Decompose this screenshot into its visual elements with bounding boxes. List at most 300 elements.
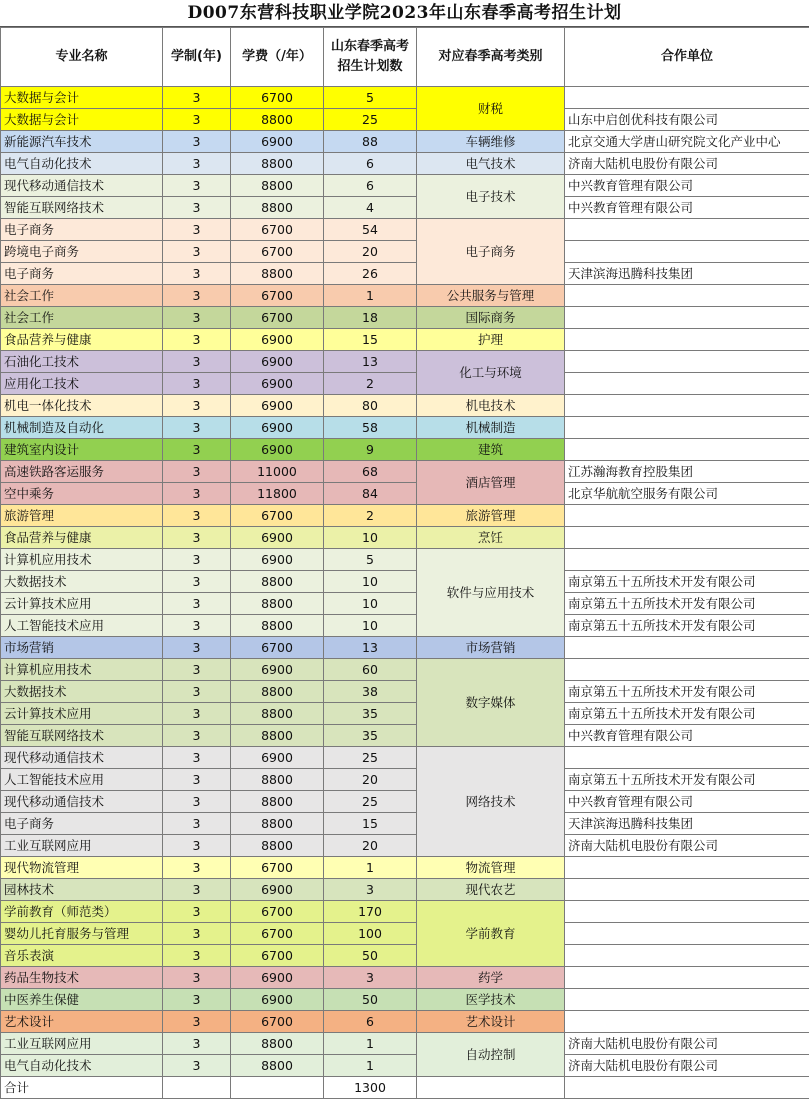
major-cell[interactable]: 新能源汽车技术: [1, 131, 163, 153]
fee-cell[interactable]: 6900: [231, 527, 324, 549]
years-cell[interactable]: 3: [163, 703, 231, 725]
fee-cell[interactable]: 6700: [231, 505, 324, 527]
plan-cell[interactable]: 2: [324, 373, 417, 395]
fee-cell[interactable]: 6900: [231, 549, 324, 571]
plan-cell[interactable]: 1: [324, 857, 417, 879]
table-row: [1, 439, 809, 461]
years-cell[interactable]: 3: [163, 131, 231, 153]
years-cell[interactable]: 3: [163, 593, 231, 615]
years-cell[interactable]: 3: [163, 219, 231, 241]
partner-cell[interactable]: 济南大陆机电股份有限公司: [565, 835, 809, 857]
fee-cell[interactable]: 6700: [231, 923, 324, 945]
major-cell[interactable]: 学前教育（师范类）: [1, 901, 163, 923]
major-cell[interactable]: 跨境电子商务: [1, 241, 163, 263]
major-cell[interactable]: 工业互联网应用: [1, 835, 163, 857]
major-cell[interactable]: 大数据技术: [1, 571, 163, 593]
partner-cell[interactable]: [565, 857, 809, 879]
partner-cell[interactable]: [565, 439, 809, 461]
table-row: [1, 417, 809, 439]
fee-cell[interactable]: 8800: [231, 109, 324, 131]
major-cell[interactable]: 婴幼儿托育服务与管理: [1, 923, 163, 945]
years-cell[interactable]: 3: [163, 857, 231, 879]
fee-cell[interactable]: 6900: [231, 989, 324, 1011]
table-row: [1, 967, 809, 989]
partner-cell[interactable]: 中兴教育管理有限公司: [565, 725, 809, 747]
years-cell[interactable]: 3: [163, 879, 231, 901]
years-cell[interactable]: 3: [163, 197, 231, 219]
plan-cell[interactable]: 50: [324, 945, 417, 967]
years-cell[interactable]: 3: [163, 989, 231, 1011]
major-cell[interactable]: 食品营养与健康: [1, 527, 163, 549]
plan-cell[interactable]: 35: [324, 725, 417, 747]
total-years-cell[interactable]: [163, 1077, 231, 1099]
major-cell[interactable]: 电子商务: [1, 219, 163, 241]
plan-cell[interactable]: 170: [324, 901, 417, 923]
years-cell[interactable]: 3: [163, 329, 231, 351]
major-cell[interactable]: 药品生物技术: [1, 967, 163, 989]
table-row: [1, 791, 809, 813]
partner-cell[interactable]: 南京第五十五所技术开发有限公司: [565, 571, 809, 593]
plan-cell[interactable]: 13: [324, 637, 417, 659]
years-cell[interactable]: 3: [163, 351, 231, 373]
partner-cell[interactable]: 天津滨海迅腾科技集团: [565, 263, 809, 285]
category-cell[interactable]: 烹饪: [417, 527, 565, 549]
table-row: [1, 615, 809, 637]
years-cell[interactable]: 3: [163, 241, 231, 263]
years-cell[interactable]: 3: [163, 725, 231, 747]
years-cell[interactable]: 3: [163, 87, 231, 109]
major-cell[interactable]: 大数据技术: [1, 681, 163, 703]
table-row: [1, 681, 809, 703]
plan-cell[interactable]: 6: [324, 175, 417, 197]
header-major: 专业名称: [1, 28, 163, 87]
partner-cell[interactable]: [565, 307, 809, 329]
plan-cell[interactable]: 25: [324, 747, 417, 769]
enrollment-table: [0, 27, 809, 1099]
total-plan-cell[interactable]: 1300: [324, 1077, 417, 1099]
table-row: [1, 901, 809, 923]
fee-cell[interactable]: 6900: [231, 329, 324, 351]
years-cell[interactable]: 3: [163, 1033, 231, 1055]
fee-cell[interactable]: 11800: [231, 483, 324, 505]
plan-cell[interactable]: 84: [324, 483, 417, 505]
major-cell[interactable]: 计算机应用技术: [1, 549, 163, 571]
major-cell[interactable]: 大数据与会计: [1, 87, 163, 109]
major-cell[interactable]: 艺术设计: [1, 1011, 163, 1033]
fee-cell[interactable]: 6900: [231, 659, 324, 681]
table-row: [1, 153, 809, 175]
plan-cell[interactable]: 100: [324, 923, 417, 945]
category-cell[interactable]: 财税: [417, 87, 565, 131]
fee-cell[interactable]: 8800: [231, 813, 324, 835]
table-row: [1, 329, 809, 351]
table-row: [1, 109, 809, 131]
partner-cell[interactable]: [565, 945, 809, 967]
major-cell[interactable]: 人工智能技术应用: [1, 769, 163, 791]
fee-cell[interactable]: 6700: [231, 285, 324, 307]
category-cell[interactable]: 机械制造: [417, 417, 565, 439]
years-cell[interactable]: 3: [163, 747, 231, 769]
plan-cell[interactable]: 54: [324, 219, 417, 241]
table-row: [1, 175, 809, 197]
major-cell[interactable]: 社会工作: [1, 285, 163, 307]
partner-cell[interactable]: [565, 373, 809, 395]
fee-cell[interactable]: 6700: [231, 219, 324, 241]
years-cell[interactable]: 3: [163, 527, 231, 549]
major-cell[interactable]: 智能互联网络技术: [1, 725, 163, 747]
major-cell[interactable]: 计算机应用技术: [1, 659, 163, 681]
fee-cell[interactable]: 8800: [231, 153, 324, 175]
major-cell[interactable]: 应用化工技术: [1, 373, 163, 395]
plan-cell[interactable]: 26: [324, 263, 417, 285]
header-plan-line2: 招生计划数: [324, 57, 416, 77]
major-cell[interactable]: 电气自动化技术: [1, 1055, 163, 1077]
years-cell[interactable]: 3: [163, 461, 231, 483]
table-row: [1, 989, 809, 1011]
partner-cell[interactable]: [565, 329, 809, 351]
plan-cell[interactable]: 88: [324, 131, 417, 153]
years-cell[interactable]: 3: [163, 659, 231, 681]
partner-cell[interactable]: [565, 659, 809, 681]
category-cell[interactable]: 医学技术: [417, 989, 565, 1011]
plan-cell[interactable]: 9: [324, 439, 417, 461]
plan-cell[interactable]: 80: [324, 395, 417, 417]
plan-cell[interactable]: 10: [324, 615, 417, 637]
fee-cell[interactable]: 6700: [231, 87, 324, 109]
plan-cell[interactable]: 10: [324, 527, 417, 549]
plan-cell[interactable]: 60: [324, 659, 417, 681]
category-cell[interactable]: 护理: [417, 329, 565, 351]
partner-cell[interactable]: [565, 989, 809, 1011]
major-cell[interactable]: 电气自动化技术: [1, 153, 163, 175]
plan-cell[interactable]: 13: [324, 351, 417, 373]
plan-cell[interactable]: 6: [324, 153, 417, 175]
years-cell[interactable]: 3: [163, 263, 231, 285]
years-cell[interactable]: 3: [163, 505, 231, 527]
major-cell[interactable]: 云计算技术应用: [1, 593, 163, 615]
partner-cell[interactable]: [565, 1011, 809, 1033]
major-cell[interactable]: 石油化工技术: [1, 351, 163, 373]
partner-cell[interactable]: [565, 241, 809, 263]
fee-cell[interactable]: 11000: [231, 461, 324, 483]
partner-cell[interactable]: [565, 637, 809, 659]
fee-cell[interactable]: 8800: [231, 175, 324, 197]
plan-cell[interactable]: 1: [324, 1055, 417, 1077]
years-cell[interactable]: 3: [163, 483, 231, 505]
table-row: [1, 593, 809, 615]
table-row: [1, 483, 809, 505]
years-cell[interactable]: 3: [163, 571, 231, 593]
partner-cell[interactable]: 南京第五十五所技术开发有限公司: [565, 681, 809, 703]
fee-cell[interactable]: 6900: [231, 879, 324, 901]
fee-cell[interactable]: 6700: [231, 637, 324, 659]
years-cell[interactable]: 3: [163, 153, 231, 175]
partner-cell[interactable]: 济南大陆机电股份有限公司: [565, 1033, 809, 1055]
category-cell[interactable]: 软件与应用技术: [417, 549, 565, 637]
partner-cell[interactable]: [565, 901, 809, 923]
category-cell[interactable]: 数字媒体: [417, 659, 565, 747]
major-cell[interactable]: 食品营养与健康: [1, 329, 163, 351]
table-row: [1, 1033, 809, 1055]
years-cell[interactable]: 3: [163, 813, 231, 835]
fee-cell[interactable]: 6900: [231, 967, 324, 989]
plan-cell[interactable]: 1: [324, 1033, 417, 1055]
fee-cell[interactable]: 6900: [231, 351, 324, 373]
plan-cell[interactable]: 3: [324, 967, 417, 989]
category-cell[interactable]: 酒店管理: [417, 461, 565, 505]
table-row: [1, 703, 809, 725]
category-cell[interactable]: 旅游管理: [417, 505, 565, 527]
partner-cell[interactable]: [565, 285, 809, 307]
category-cell[interactable]: 现代农艺: [417, 879, 565, 901]
major-cell[interactable]: 音乐表演: [1, 945, 163, 967]
table-row: [1, 263, 809, 285]
header-fee: 学费（/年）: [231, 28, 324, 87]
plan-cell[interactable]: 20: [324, 769, 417, 791]
plan-cell[interactable]: 15: [324, 329, 417, 351]
major-cell[interactable]: 大数据与会计: [1, 109, 163, 131]
major-cell[interactable]: 旅游管理: [1, 505, 163, 527]
table-row: [1, 505, 809, 527]
total-fee-cell[interactable]: [231, 1077, 324, 1099]
partner-cell[interactable]: 南京第五十五所技术开发有限公司: [565, 769, 809, 791]
years-cell[interactable]: 3: [163, 791, 231, 813]
fee-cell[interactable]: 6900: [231, 131, 324, 153]
plan-cell[interactable]: 38: [324, 681, 417, 703]
category-cell[interactable]: 自动控制: [417, 1033, 565, 1077]
years-cell[interactable]: 3: [163, 109, 231, 131]
fee-cell[interactable]: 8800: [231, 571, 324, 593]
major-cell[interactable]: 人工智能技术应用: [1, 615, 163, 637]
years-cell[interactable]: 3: [163, 307, 231, 329]
fee-cell[interactable]: 8800: [231, 1033, 324, 1055]
major-cell[interactable]: 电子商务: [1, 263, 163, 285]
major-cell[interactable]: 工业互联网应用: [1, 1033, 163, 1055]
category-cell[interactable]: 艺术设计: [417, 1011, 565, 1033]
partner-cell[interactable]: [565, 351, 809, 373]
category-cell[interactable]: 建筑: [417, 439, 565, 461]
plan-cell[interactable]: 35: [324, 703, 417, 725]
table-row: [1, 131, 809, 153]
partner-cell[interactable]: [565, 747, 809, 769]
category-cell[interactable]: 电气技术: [417, 153, 565, 175]
major-cell[interactable]: 现代物流管理: [1, 857, 163, 879]
plan-cell[interactable]: 25: [324, 109, 417, 131]
plan-cell[interactable]: 68: [324, 461, 417, 483]
fee-cell[interactable]: 8800: [231, 769, 324, 791]
partner-cell[interactable]: 江苏瀚海教育控股集团: [565, 461, 809, 483]
total-partner-cell[interactable]: [565, 1077, 809, 1099]
fee-cell[interactable]: 8800: [231, 835, 324, 857]
years-cell[interactable]: 3: [163, 945, 231, 967]
fee-cell[interactable]: 6900: [231, 395, 324, 417]
partner-cell[interactable]: 中兴教育管理有限公司: [565, 175, 809, 197]
category-cell[interactable]: 网络技术: [417, 747, 565, 857]
fee-cell[interactable]: 6700: [231, 901, 324, 923]
fee-cell[interactable]: 6900: [231, 417, 324, 439]
header-category: 对应春季高考类别: [417, 28, 565, 87]
table-row: [1, 351, 809, 373]
major-cell[interactable]: 市场营销: [1, 637, 163, 659]
fee-cell[interactable]: 6900: [231, 373, 324, 395]
fee-cell[interactable]: 6700: [231, 945, 324, 967]
major-cell[interactable]: 机电一体化技术: [1, 395, 163, 417]
fee-cell[interactable]: 8800: [231, 725, 324, 747]
partner-cell[interactable]: 济南大陆机电股份有限公司: [565, 153, 809, 175]
plan-cell[interactable]: 20: [324, 835, 417, 857]
partner-cell[interactable]: 山东中启创优科技有限公司: [565, 109, 809, 131]
major-cell[interactable]: 高速铁路客运服务: [1, 461, 163, 483]
fee-cell[interactable]: 8800: [231, 615, 324, 637]
header-partner: 合作单位: [565, 28, 809, 87]
partner-cell[interactable]: [565, 923, 809, 945]
years-cell[interactable]: 3: [163, 417, 231, 439]
fee-cell[interactable]: 6700: [231, 307, 324, 329]
partner-cell[interactable]: 南京第五十五所技术开发有限公司: [565, 703, 809, 725]
major-cell[interactable]: 园林技术: [1, 879, 163, 901]
years-cell[interactable]: 3: [163, 681, 231, 703]
table-row: [1, 461, 809, 483]
table-row: [1, 835, 809, 857]
partner-cell[interactable]: [565, 417, 809, 439]
partner-cell[interactable]: 南京第五十五所技术开发有限公司: [565, 615, 809, 637]
partner-cell[interactable]: [565, 395, 809, 417]
partner-cell[interactable]: 济南大陆机电股份有限公司: [565, 1055, 809, 1077]
total-label-cell[interactable]: 合计: [1, 1077, 163, 1099]
major-cell[interactable]: 云计算技术应用: [1, 703, 163, 725]
partner-cell[interactable]: [565, 879, 809, 901]
table-row: [1, 527, 809, 549]
plan-cell[interactable]: 5: [324, 87, 417, 109]
category-cell[interactable]: 国际商务: [417, 307, 565, 329]
years-cell[interactable]: 3: [163, 901, 231, 923]
major-cell[interactable]: 现代移动通信技术: [1, 747, 163, 769]
fee-cell[interactable]: 8800: [231, 791, 324, 813]
table-row: [1, 285, 809, 307]
plan-cell[interactable]: 10: [324, 593, 417, 615]
years-cell[interactable]: 3: [163, 175, 231, 197]
years-cell[interactable]: 3: [163, 395, 231, 417]
table-row: [1, 857, 809, 879]
category-cell[interactable]: 公共服务与管理: [417, 285, 565, 307]
years-cell[interactable]: 3: [163, 285, 231, 307]
plan-cell[interactable]: 5: [324, 549, 417, 571]
fee-cell[interactable]: 6900: [231, 439, 324, 461]
partner-cell[interactable]: [565, 87, 809, 109]
years-cell[interactable]: 3: [163, 835, 231, 857]
partner-cell[interactable]: 南京第五十五所技术开发有限公司: [565, 593, 809, 615]
partner-cell[interactable]: 中兴教育管理有限公司: [565, 791, 809, 813]
partner-cell[interactable]: 北京交通大学唐山研究院文化产业中心: [565, 131, 809, 153]
plan-cell[interactable]: 58: [324, 417, 417, 439]
table-row: [1, 747, 809, 769]
fee-cell[interactable]: 8800: [231, 197, 324, 219]
plan-cell[interactable]: 1: [324, 285, 417, 307]
years-cell[interactable]: 3: [163, 549, 231, 571]
partner-cell[interactable]: [565, 967, 809, 989]
years-cell[interactable]: 3: [163, 615, 231, 637]
plan-cell[interactable]: 20: [324, 241, 417, 263]
fee-cell[interactable]: 6700: [231, 857, 324, 879]
plan-cell[interactable]: 25: [324, 791, 417, 813]
partner-cell[interactable]: [565, 549, 809, 571]
page-title: D007东营科技职业学院2023年山东春季高考招生计划: [0, 0, 809, 27]
category-cell[interactable]: 药学: [417, 967, 565, 989]
category-cell[interactable]: 电子技术: [417, 175, 565, 219]
plan-cell[interactable]: 4: [324, 197, 417, 219]
table-row: [1, 197, 809, 219]
table-row: [1, 241, 809, 263]
major-cell[interactable]: 现代移动通信技术: [1, 175, 163, 197]
partner-cell[interactable]: [565, 527, 809, 549]
total-row: [1, 1077, 809, 1099]
major-cell[interactable]: 空中乘务: [1, 483, 163, 505]
years-cell[interactable]: 3: [163, 373, 231, 395]
category-cell[interactable]: 机电技术: [417, 395, 565, 417]
category-cell[interactable]: 物流管理: [417, 857, 565, 879]
major-cell[interactable]: 电子商务: [1, 813, 163, 835]
years-cell[interactable]: 3: [163, 439, 231, 461]
major-cell[interactable]: 现代移动通信技术: [1, 791, 163, 813]
partner-cell[interactable]: [565, 219, 809, 241]
fee-cell[interactable]: 8800: [231, 593, 324, 615]
years-cell[interactable]: 3: [163, 923, 231, 945]
header-row: [1, 28, 809, 87]
table-row: [1, 549, 809, 571]
partner-cell[interactable]: 天津滨海迅腾科技集团: [565, 813, 809, 835]
partner-cell[interactable]: [565, 505, 809, 527]
years-cell[interactable]: 3: [163, 1055, 231, 1077]
plan-cell[interactable]: 2: [324, 505, 417, 527]
partner-cell[interactable]: 中兴教育管理有限公司: [565, 197, 809, 219]
category-cell[interactable]: 电子商务: [417, 219, 565, 285]
fee-cell[interactable]: 8800: [231, 1055, 324, 1077]
category-cell[interactable]: 学前教育: [417, 901, 565, 967]
table-row: [1, 725, 809, 747]
major-cell[interactable]: 社会工作: [1, 307, 163, 329]
table-row: [1, 923, 809, 945]
fee-cell[interactable]: 8800: [231, 263, 324, 285]
fee-cell[interactable]: 6700: [231, 241, 324, 263]
years-cell[interactable]: 3: [163, 637, 231, 659]
plan-cell[interactable]: 3: [324, 879, 417, 901]
plan-cell[interactable]: 6: [324, 1011, 417, 1033]
major-cell[interactable]: 建筑室内设计: [1, 439, 163, 461]
plan-cell[interactable]: 50: [324, 989, 417, 1011]
plan-cell[interactable]: 10: [324, 571, 417, 593]
fee-cell[interactable]: 6900: [231, 747, 324, 769]
fee-cell[interactable]: 8800: [231, 681, 324, 703]
major-cell[interactable]: 智能互联网络技术: [1, 197, 163, 219]
years-cell[interactable]: 3: [163, 967, 231, 989]
fee-cell[interactable]: 6700: [231, 1011, 324, 1033]
major-cell[interactable]: 机械制造及自动化: [1, 417, 163, 439]
table-row: [1, 571, 809, 593]
table-row: [1, 307, 809, 329]
table-row: [1, 1011, 809, 1033]
years-cell[interactable]: 3: [163, 1011, 231, 1033]
category-cell[interactable]: 化工与环境: [417, 351, 565, 395]
years-cell[interactable]: 3: [163, 769, 231, 791]
partner-cell[interactable]: 北京华航航空服务有限公司: [565, 483, 809, 505]
category-cell[interactable]: 市场营销: [417, 637, 565, 659]
total-category-cell[interactable]: [417, 1077, 565, 1099]
category-cell[interactable]: 车辆维修: [417, 131, 565, 153]
fee-cell[interactable]: 8800: [231, 703, 324, 725]
plan-cell[interactable]: 18: [324, 307, 417, 329]
major-cell[interactable]: 中医养生保健: [1, 989, 163, 1011]
plan-cell[interactable]: 15: [324, 813, 417, 835]
